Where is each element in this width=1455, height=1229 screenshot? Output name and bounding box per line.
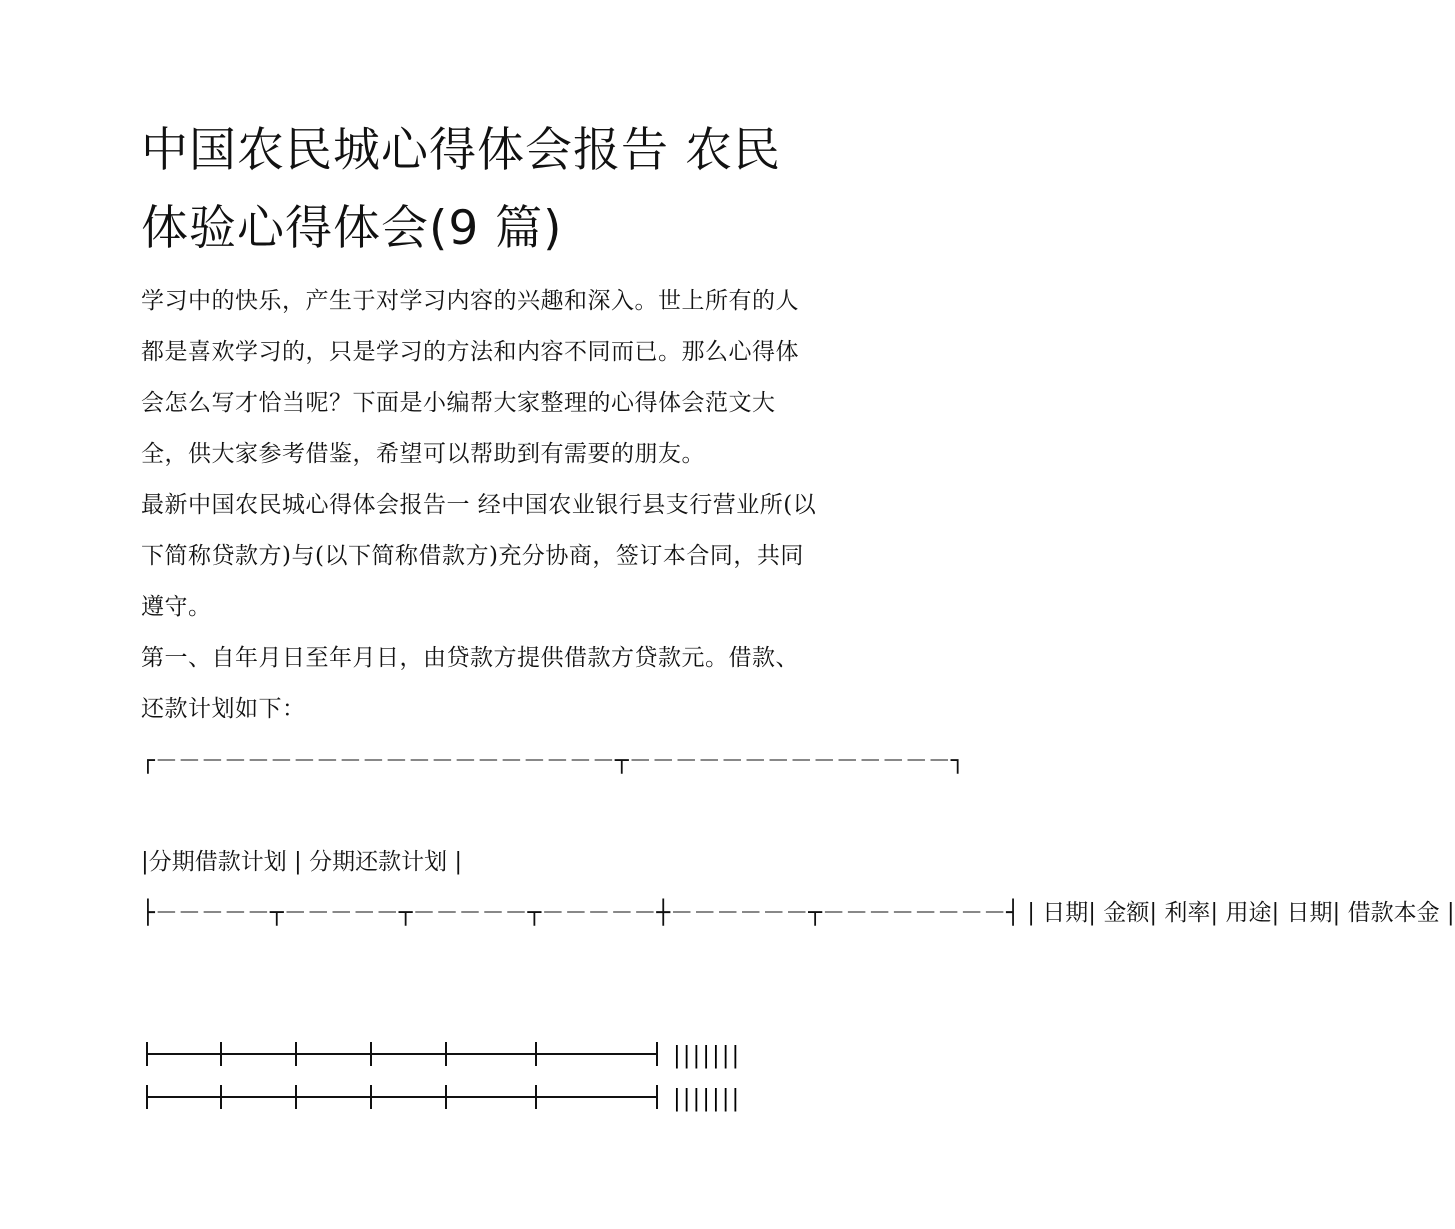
table-row-tail-text: ||||||| xyxy=(673,1086,742,1112)
table-row-tail-text: ||||||| xyxy=(673,1043,742,1069)
table-row-rule-graphic xyxy=(141,1039,781,1069)
table-header-row-text: |分期借款计划 | 分期还款计划 | xyxy=(141,849,463,875)
table-row-rule xyxy=(141,1082,781,1112)
contract-paragraph: 最新中国农民城心得体会报告一 经中国农业银行县支行营业所(以下简称贷款方)与(以下简称借款方)充分协商，签订本合同，共同遵守。 xyxy=(141,492,817,620)
intro-paragraph: 学习中的快乐，产生于对学习内容的兴趣和深入。世上所有的人都是喜欢学习的，只是学习的方法和内容不同而已。那么心得体会怎么写才恰当呢？下面是小编帮大家整理的心得体会范文大全，供大家参考借鉴，希望可以帮助到有需要的朋友。 xyxy=(141,288,799,467)
table-divider-row-text: ├－－－－－┬－－－－－┬－－－－－┬－－－－－┼－－－－－－┬－－－－－－－－┤ | 日期| 金额| 利率| 用途| 日期| 借款本金 | xyxy=(141,900,1455,926)
table-row-rule xyxy=(141,1039,781,1069)
document-title: 中国农民城心得体会报告 农民体验心得体会(9 篇) xyxy=(141,123,781,256)
clause-one-paragraph: 第一、自年月日至年月日，由贷款方提供借款方贷款元。借款、还款计划如下： xyxy=(141,645,799,722)
table-top-border-text: ┌－－－－－－－－－－－－－－－－－－－－┬－－－－－－－－－－－－－－┐ xyxy=(141,748,965,774)
table-row-rule-graphic xyxy=(141,1082,781,1112)
